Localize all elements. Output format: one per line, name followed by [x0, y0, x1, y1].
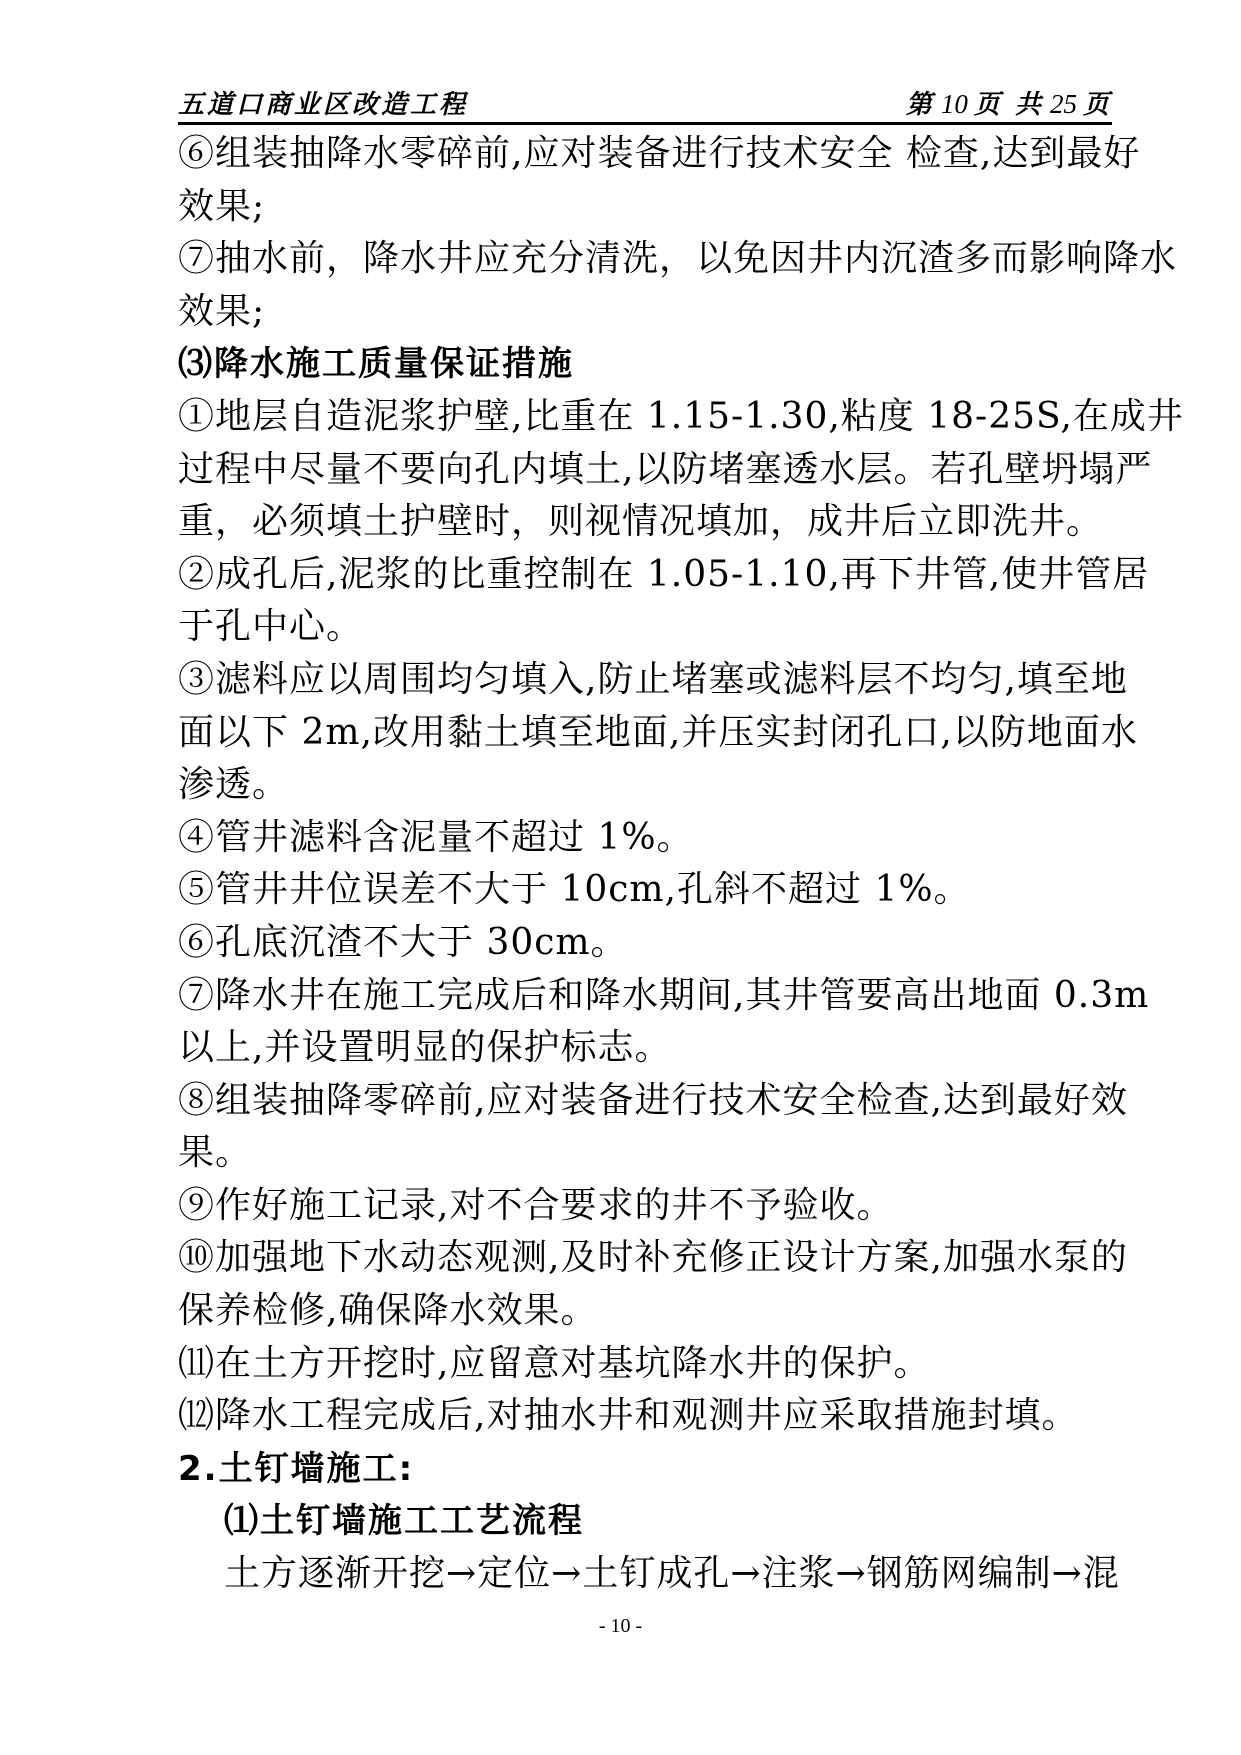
text-line: 重，必须填土护壁时，则视情况填加，成井后立即洗井。 [178, 501, 1104, 543]
section-heading: 2.土钉墙施工: [178, 1448, 415, 1489]
current-page-number: 10 [940, 89, 968, 119]
page-middle: 页 共 [973, 90, 1044, 120]
text-line: ⑿降水工程完成后,对抽水井和观测井应采取措施封填。 [178, 1395, 1079, 1437]
page-counter [906, 84, 1112, 121]
document-body [178, 128, 1184, 1601]
text-line: ⑤管井井位误差不大于 10cm,孔斜不超过 1%。 [178, 869, 971, 911]
document-title: 五道口商业区改造工程 [178, 90, 469, 120]
text-line: ⑧组装抽降零碎前,应对装备进行技术安全检查,达到最好效 [178, 1079, 1128, 1121]
page-footer: - 10 - [598, 1615, 643, 1637]
text-line: 过程中尽量不要向孔内填土,以防堵塞透水层。若孔壁坍塌严 [178, 448, 1153, 490]
page-suffix: 页 [1082, 90, 1112, 120]
text-line: ⑦抽水前，降水井应充分清洗，以免因井内沉渣多而影响降水 [178, 238, 1178, 280]
text-line: ⑦降水井在施工完成后和降水期间,其井管要高出地面 0.3m [178, 974, 1150, 1016]
text-line: 面以下 2m,改用黏土填至地面,并压实封闭孔口,以防地面水 [178, 711, 1138, 753]
text-line: ⑥组装抽降水零碎前,应对装备进行技术安全 检查,达到最好 [178, 133, 1141, 174]
text-line: ①地层自造泥浆护壁,比重在 1.15-1.30,粘度 18-25S,在成井 [178, 395, 1184, 437]
text-line: 土方逐渐开挖→定位→土钉成孔→注浆→钢筋网编制→混 [224, 1553, 1120, 1595]
text-line: ⑩加强地下水动态观测,及时补充修正设计方案,加强水泵的 [178, 1237, 1128, 1279]
text-line: ⑥孔底沉渣不大于 30cm。 [178, 921, 628, 963]
section-heading: ⑶降水施工质量保证措施 [178, 344, 574, 385]
text-line: ⑨作好施工记录,对不合要求的井不予验收。 [178, 1184, 894, 1226]
page-header [178, 84, 1112, 125]
text-line: 于孔中心。 [178, 606, 364, 648]
text-line: 果。 [178, 1132, 253, 1174]
text-line: 效果; [178, 290, 266, 332]
total-page-number: 25 [1049, 89, 1077, 119]
text-line: ③滤料应以周围均匀填入,防止堵塞或滤料层不均匀,填至地 [178, 658, 1128, 700]
text-line: 渗透。 [178, 764, 290, 806]
subsection-heading: ⑴土钉墙施工工艺流程 [224, 1501, 584, 1542]
text-line: ②成孔后,泥浆的比重控制在 1.05-1.10,再下井管,使井管居 [178, 553, 1150, 595]
text-line: 以上,并设置明显的保护标志。 [178, 1027, 672, 1069]
text-line: 效果; [178, 185, 266, 227]
text-line: 保养检修,确保降水效果。 [178, 1290, 598, 1332]
page-prefix: 第 [905, 90, 935, 120]
text-line: ⑾在土方开挖时,应留意对基坑降水井的保护。 [178, 1342, 931, 1384]
text-line: ④管井滤料含泥量不超过 1%。 [178, 816, 694, 858]
